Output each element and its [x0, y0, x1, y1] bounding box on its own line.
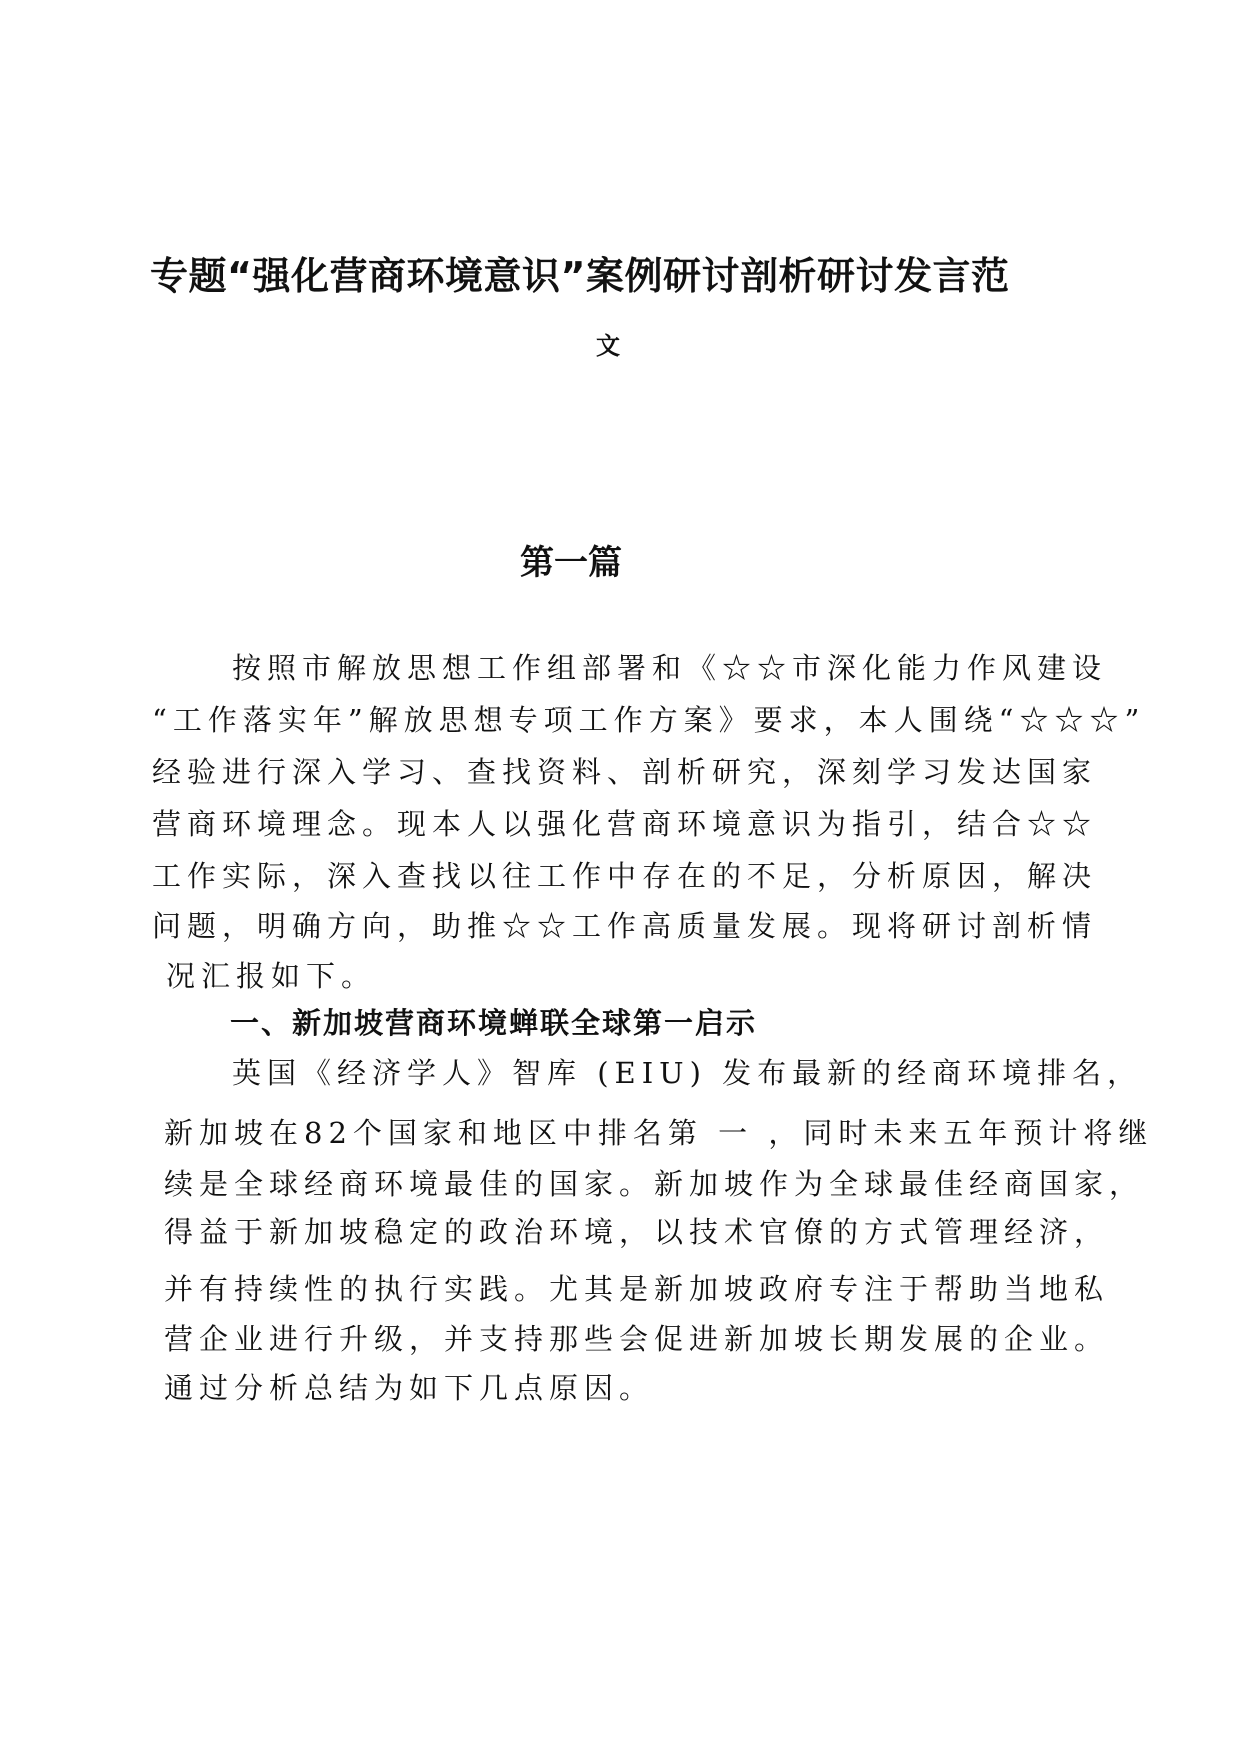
paragraph-line: 续是全球经商环境最佳的国家。新加坡作为全球最佳经商国家， [164, 1167, 1145, 1201]
paragraph-line: 营企业进行升级，并支持那些会促进新加坡长期发展的企业。 [164, 1322, 1110, 1356]
paragraph-line: 通过分析总结为如下几点原因。 [164, 1371, 655, 1405]
paragraph-line: 工作实际，深入查找以往工作中存在的不足，分析原因，解决 [152, 859, 1098, 893]
paragraph-line: 英国《经济学人》智库 (EIU) 发布最新的经商环境排名， [232, 1056, 1143, 1090]
document-title-continuation: 文 [596, 332, 620, 360]
paragraph-line: 况汇报如下。 [166, 959, 377, 993]
paragraph-line: 按照市解放思想工作组部署和《☆☆市深化能力作风建设 [232, 651, 1108, 685]
paragraph-line: 并有持续性的执行实践。尤其是新加坡政府专注于帮助当地私 [164, 1272, 1110, 1306]
sub-heading: 一、新加坡营商环境蝉联全球第一启示 [230, 1006, 758, 1040]
paragraph-line: 经验进行深入学习、查找资料、剖析研究，深刻学习发达国家 [152, 755, 1098, 789]
section-heading: 第一篇 [520, 543, 622, 583]
paragraph-line: 营商环境理念。现本人以强化营商环境意识为指引，结合☆☆ [152, 807, 1098, 841]
paragraph-line: 得益于新加坡稳定的政治环境，以技术官僚的方式管理经济， [164, 1215, 1110, 1249]
paragraph-line: 新加坡在82个国家和地区中排名第 一 ，同时未来五年预计将继 [164, 1116, 1154, 1150]
document-title: 专题“强化营商环境意识”案例研讨剖析研讨发言范 [150, 254, 1010, 298]
paragraph-line: 问题，明确方向，助推☆☆工作高质量发展。现将研讨剖析情 [152, 909, 1098, 943]
paragraph-line: “工作落实年”解放思想专项工作方案》要求，本人围绕“☆☆☆” [152, 703, 1146, 737]
